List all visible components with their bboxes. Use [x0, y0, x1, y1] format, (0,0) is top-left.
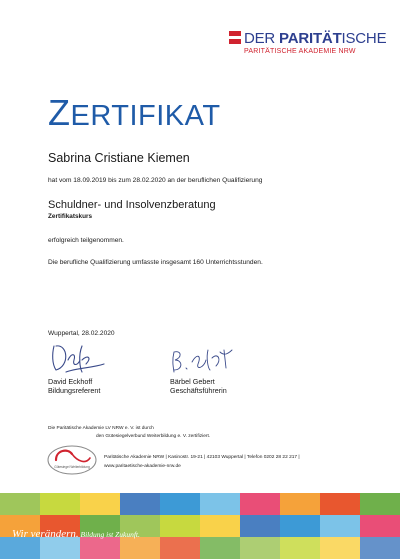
svg-text:Gütesiegel Weiterbildung: Gütesiegel Weiterbildung — [54, 465, 90, 469]
organization-website: www.paritaetische-akademie-nrw.de — [104, 464, 181, 469]
footer-color-tile — [160, 537, 200, 559]
footer-color-tile — [200, 493, 240, 515]
certification-note-line1: Die Paritätische Akademie LV NRW e. V. ist durch — [48, 426, 154, 431]
organization-address: Paritätische Akademie NRW | Kasinostr. 19-21 | 42103 Wuppertal | Telefon 0202 28 22 217 | — [104, 455, 300, 460]
signer1-name: David Eckhoff — [48, 377, 93, 386]
footer-color-tile — [200, 515, 240, 537]
footer-color-tile — [40, 493, 80, 515]
footer-color-tile — [40, 537, 80, 559]
quality-seal-icon — [46, 444, 98, 476]
footer-color-tile — [120, 493, 160, 515]
signer1-role: Bildungsreferent — [48, 386, 101, 395]
footer-color-tile — [0, 493, 40, 515]
logo-mark-icon — [229, 31, 241, 45]
signer2-name: Bärbel Gebert — [170, 377, 215, 386]
footer-color-band — [0, 493, 400, 559]
footer-slogan: Wir verändern. Bildung ist Zukunft. — [12, 528, 140, 540]
recipient-name: Sabrina Cristiane Kiemen — [48, 151, 190, 165]
footer-color-tile — [240, 515, 280, 537]
organization-logo — [229, 26, 387, 62]
footer-color-tile — [280, 493, 320, 515]
footer-color-tile — [360, 493, 400, 515]
footer-color-tile — [80, 537, 120, 559]
course-type: Zertifikatskurs — [48, 213, 93, 220]
footer-color-tile — [320, 493, 360, 515]
logo-subtitle: PARITÄTISCHE AKADEMIE NRW — [244, 48, 356, 55]
signature-eckhoff — [46, 338, 110, 378]
footer-color-tile — [320, 537, 360, 559]
period-text: hat vom 18.09.2019 bis zum 28.02.2020 an der beruflichen Qualifizierung — [48, 177, 263, 184]
place-date: Wuppertal, 28.02.2020 — [48, 330, 115, 337]
footer-color-tile — [160, 493, 200, 515]
footer-color-tile — [280, 515, 320, 537]
footer-color-tile — [360, 515, 400, 537]
footer-color-tile — [360, 537, 400, 559]
course-title: Schuldner- und Insolvenzberatung — [48, 199, 216, 211]
signature-gebert — [168, 346, 238, 376]
footer-color-tile — [240, 537, 280, 559]
footer-color-tile — [240, 493, 280, 515]
hours-text: Die berufliche Qualifizierung umfasste insgesamt 160 Unterrichtsstunden. — [48, 259, 263, 266]
signer2-role: Geschäftsführerin — [170, 386, 227, 395]
footer-color-tile — [0, 537, 40, 559]
footer-color-tile — [200, 537, 240, 559]
footer-color-tile — [320, 515, 360, 537]
footer-color-tile — [120, 537, 160, 559]
footer-color-tile — [80, 493, 120, 515]
footer-color-tile — [280, 537, 320, 559]
certificate-title: ZERTIFIKAT — [48, 92, 221, 133]
footer-color-tile — [160, 515, 200, 537]
success-text: erfolgreich teilgenommen. — [48, 237, 124, 244]
logo-wordmark: DER PARITÄTISCHE — [244, 30, 387, 47]
certification-note-line2: den Gütesiegelverbund Weiterbildung e. V. zertifiziert. — [96, 434, 211, 439]
